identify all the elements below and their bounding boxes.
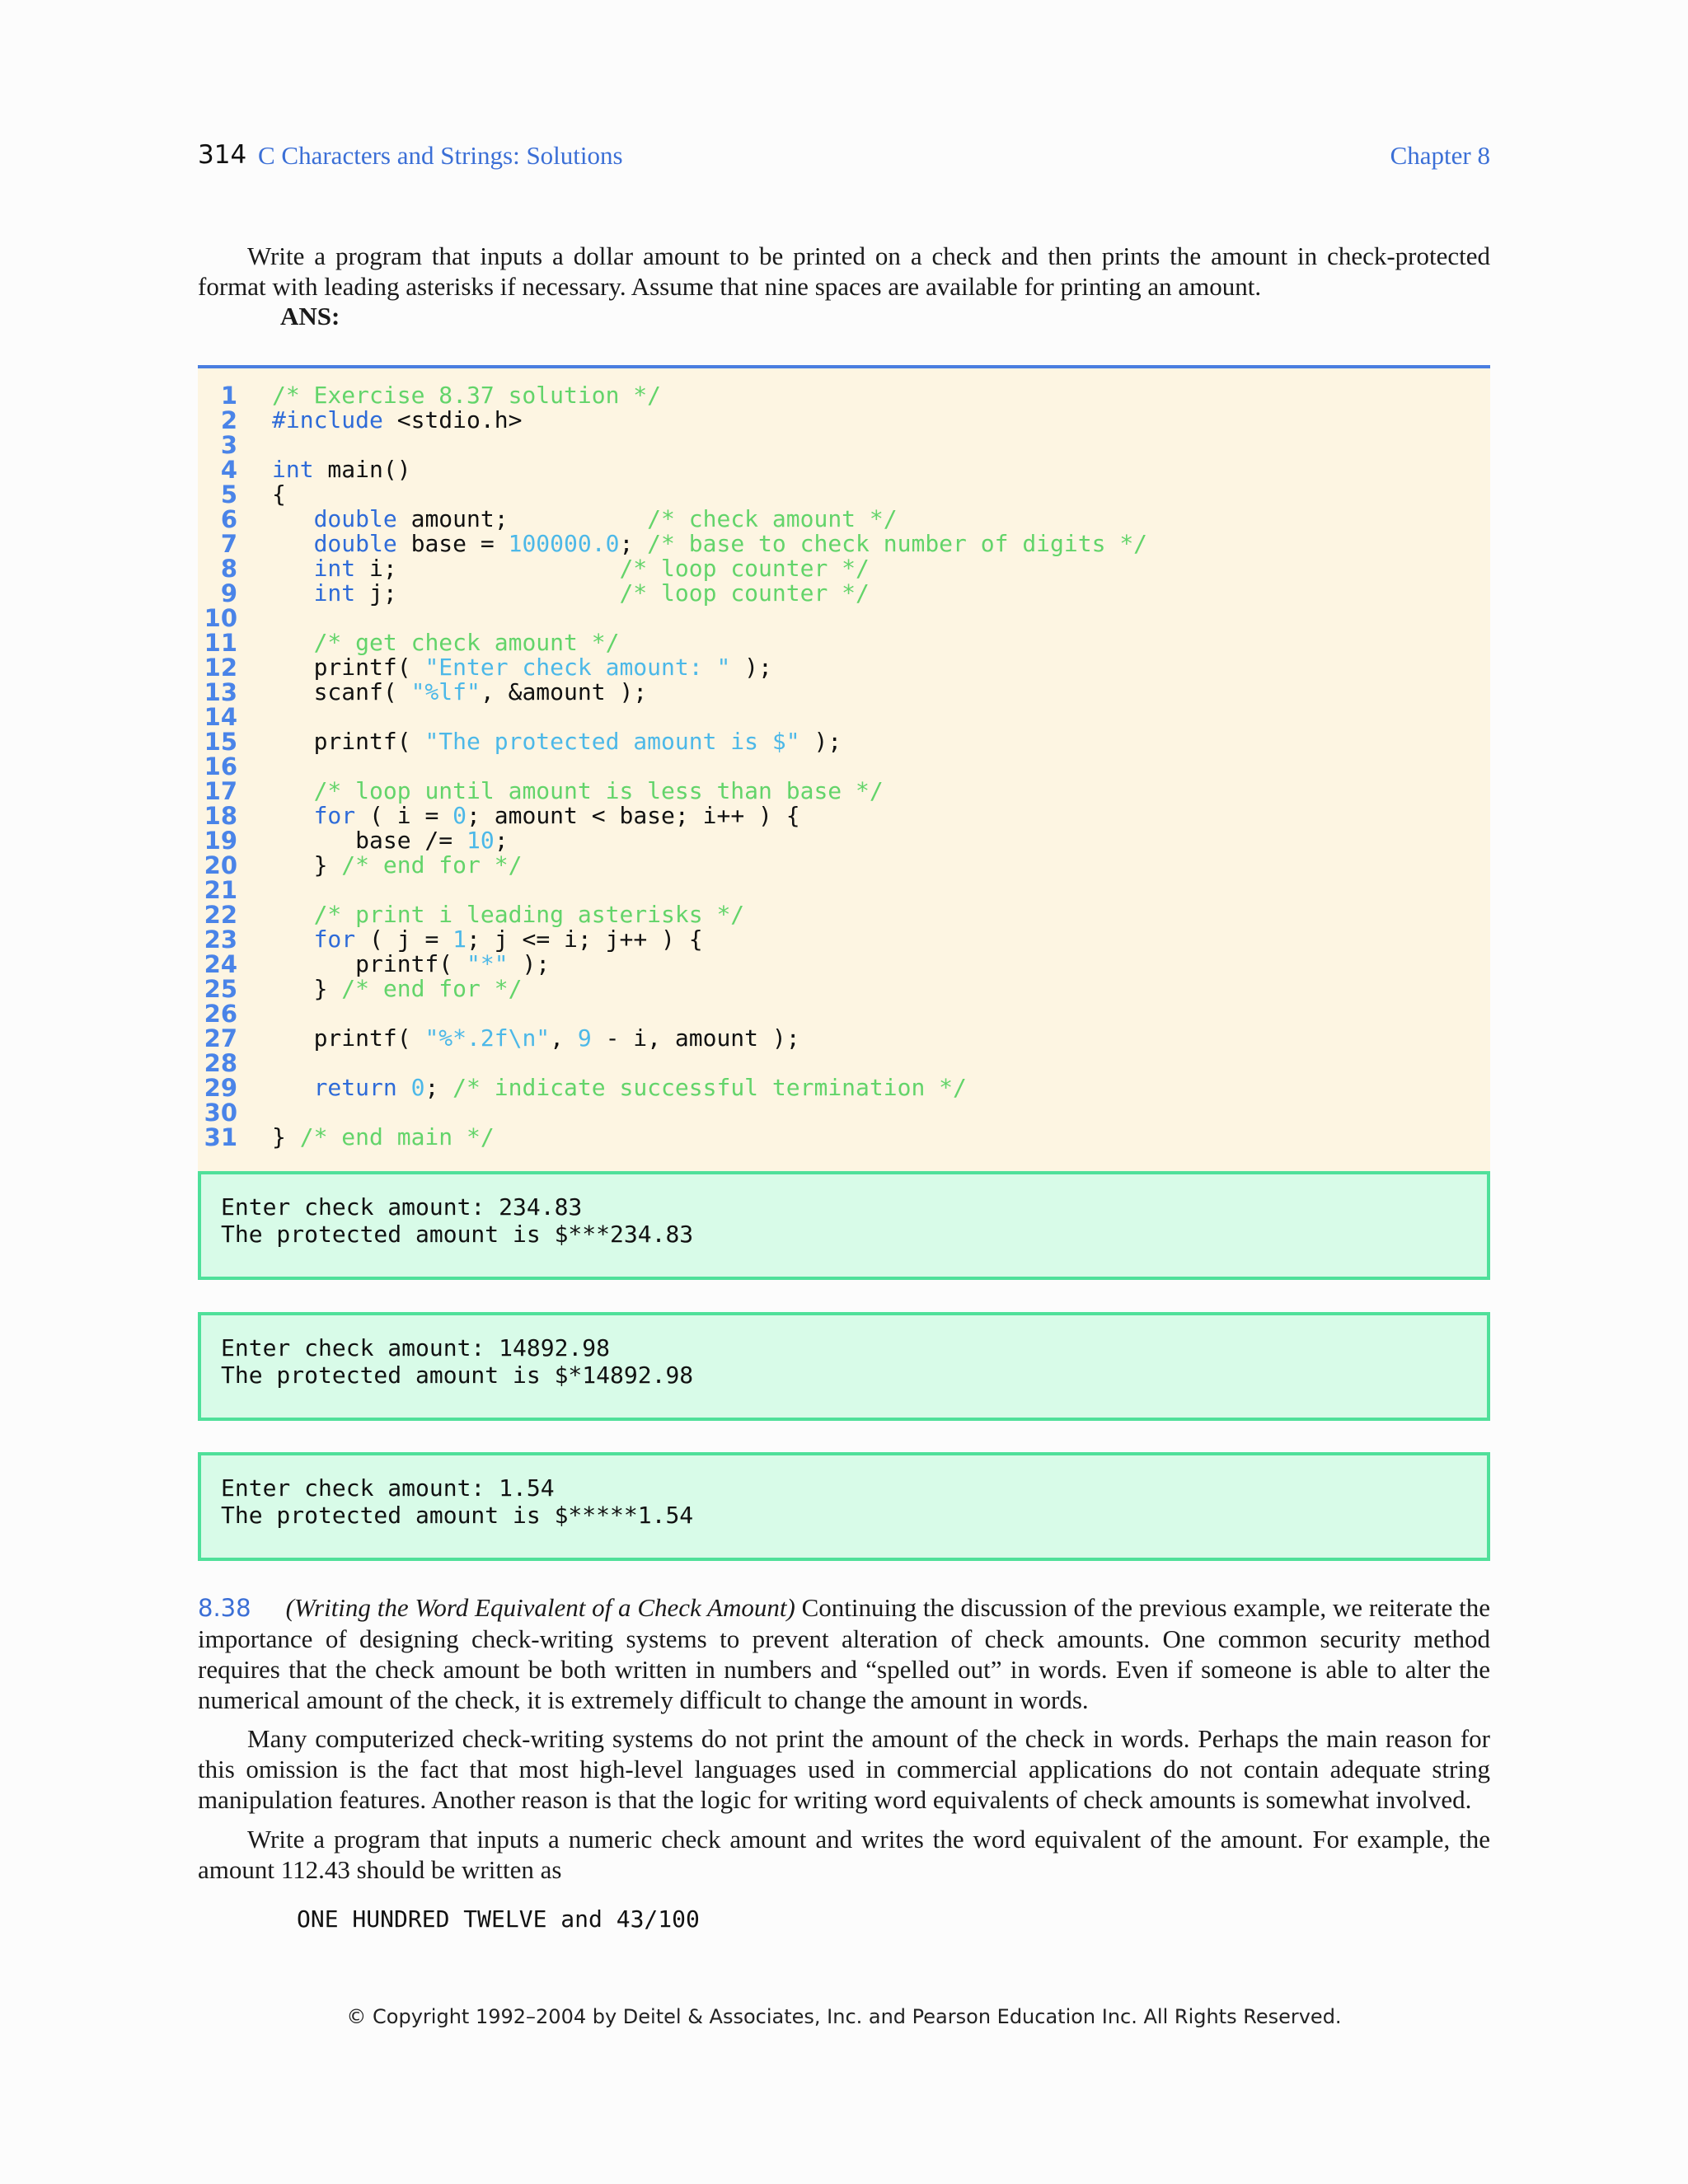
code-token (272, 530, 314, 557)
code-literal: 10 (467, 827, 495, 854)
code-text (272, 482, 286, 507)
line-number: 17 (204, 777, 237, 805)
code-token: } (272, 975, 342, 1002)
program-output-3 (198, 1452, 1490, 1561)
code-keyword: for (313, 802, 356, 829)
code-comment: /* base to check number of digits */ (647, 530, 1148, 557)
code-text (272, 779, 884, 804)
code-token (272, 901, 314, 928)
line-number: 12 (204, 654, 237, 682)
output-line: The protected amount is $***234.83 (221, 1221, 694, 1248)
line-number: 11 (204, 629, 237, 657)
code-comment: /* Exercise 8.37 solution */ (272, 382, 662, 409)
code-token: ( i = (355, 802, 453, 829)
code-token (272, 505, 314, 532)
line-number: 23 (204, 926, 237, 954)
code-token: ; (424, 1074, 453, 1101)
exercise-838-text: Continuing the discussion of the previous example, we reiterate the importance of designing check-writing systems to prevent alteration of check amounts. One common security method requires that the check amount be both written in numbers and “spelled out” in words. Even if someone is able to alter the numerical amount of the check, it is extremely difficult to change the amount in words. (198, 1593, 1490, 1714)
line-number: 14 (204, 703, 237, 731)
code-text (272, 977, 522, 1001)
line-number: 13 (204, 678, 237, 706)
code-comment: /* get check amount */ (313, 629, 620, 656)
program-output-1 (198, 1171, 1490, 1280)
code-token (272, 555, 314, 582)
line-number: 4 (220, 456, 237, 484)
code-text (272, 630, 619, 655)
code-token: printf( (272, 728, 425, 755)
line-number: 19 (204, 827, 237, 855)
line-number: 10 (204, 604, 237, 632)
exercise-title: (Writing the Word Equivalent of a Check Amount) (285, 1593, 795, 1622)
code-text (272, 507, 898, 532)
code-token (272, 926, 314, 953)
line-number: 30 (204, 1099, 237, 1127)
code-comment: /* loop counter */ (619, 555, 870, 582)
code-keyword: #include (272, 406, 383, 434)
code-literal: 1 (452, 926, 467, 953)
line-number: 28 (204, 1049, 237, 1077)
output-line: Enter check amount: 1.54 (221, 1474, 555, 1502)
code-token: printf( (272, 654, 425, 681)
code-comment: /* print i leading asterisks */ (313, 901, 745, 928)
exercise-838-paragraph (198, 1592, 1490, 1715)
copyright-notice: © Copyright 1992–2004 by Deitel & Associates, Inc. and Pearson Education Inc. All Rights Reserved. (346, 2005, 1342, 2028)
code-token: base = (396, 530, 509, 557)
answer-label: ANS: (280, 302, 340, 330)
line-number: 1 (220, 382, 237, 410)
exercise-838-paragraph-3: Write a program that inputs a numeric check amount and writes the word equivalent of the amount. For example, the amount 112.43 should be written as (198, 1825, 1490, 1884)
line-number: 18 (204, 802, 237, 830)
code-token: j; (355, 579, 620, 607)
code-text (272, 952, 550, 977)
code-text (272, 902, 744, 927)
line-number: 26 (204, 1000, 237, 1028)
code-token: , (550, 1024, 578, 1052)
code-token (272, 579, 314, 607)
code-literal: "%*.2f\n" (424, 1024, 551, 1052)
code-literal: "Enter check amount: " (424, 654, 731, 681)
code-token: ; amount < base; i++ ) { (467, 802, 800, 829)
code-token (272, 802, 314, 829)
exercise-number: 8.38 (198, 1594, 251, 1622)
code-keyword: double (313, 505, 397, 532)
line-number: 24 (204, 950, 237, 978)
code-token (272, 777, 314, 804)
code-literal: 0 (410, 1074, 425, 1101)
code-text (272, 804, 800, 828)
line-number: 9 (220, 579, 237, 607)
line-number: 5 (220, 480, 237, 509)
code-text (272, 1076, 967, 1100)
line-number: 31 (204, 1123, 237, 1151)
code-keyword: int (313, 579, 356, 607)
code-token (272, 1074, 314, 1101)
line-number: 21 (204, 876, 237, 904)
code-token: i; (355, 555, 620, 582)
code-text (272, 655, 772, 680)
code-keyword: double (313, 530, 397, 557)
code-token: , &amount ); (480, 678, 648, 705)
line-number: 27 (204, 1024, 237, 1052)
code-token: - i, amount ); (591, 1024, 800, 1052)
code-text (272, 828, 509, 853)
line-number: 25 (204, 975, 237, 1003)
program-output-2 (198, 1312, 1490, 1421)
code-listing (198, 365, 1490, 1171)
code-comment: /* end main */ (299, 1123, 495, 1151)
line-number: 20 (204, 851, 237, 879)
code-comment: /* indicate successful termination */ (452, 1074, 967, 1101)
line-number: 2 (220, 406, 237, 434)
line-number: 29 (204, 1074, 237, 1102)
code-text (272, 556, 870, 581)
code-text (272, 581, 870, 606)
code-literal: 9 (577, 1024, 592, 1052)
page-number: 314 (198, 140, 247, 170)
code-text (272, 680, 647, 705)
code-token: ; j <= i; j++ ) { (467, 926, 703, 953)
word-equivalent-example: ONE HUNDRED TWELVE and 43/100 (297, 1905, 700, 1933)
code-token: printf( (272, 950, 467, 977)
code-token: amount; (396, 505, 648, 532)
code-keyword: int (272, 456, 314, 483)
line-number: 22 (204, 901, 237, 929)
code-text (272, 408, 522, 433)
code-token: printf( (272, 1024, 425, 1052)
code-text (272, 1125, 495, 1150)
code-literal: 100000.0 (508, 530, 620, 557)
line-number: 3 (220, 431, 237, 459)
code-text (272, 532, 1147, 556)
code-literal: "*" (467, 950, 509, 977)
code-keyword: int (313, 555, 356, 582)
line-number: 7 (220, 530, 237, 558)
code-text (272, 457, 411, 482)
code-token: ); (799, 728, 842, 755)
code-comment: /* loop until amount is less than base */ (313, 777, 884, 804)
code-comment: /* check amount */ (647, 505, 898, 532)
line-number: 15 (204, 728, 237, 756)
code-keyword: return (313, 1074, 397, 1101)
code-token: { (272, 480, 286, 508)
running-title: C Characters and Strings: Solutions (258, 141, 623, 170)
code-text (272, 853, 522, 878)
code-token (272, 629, 314, 656)
output-line: Enter check amount: 14892.98 (221, 1334, 611, 1361)
code-token: ; (494, 827, 509, 854)
output-line: Enter check amount: 234.83 (221, 1193, 583, 1221)
output-line: The protected amount is $*14892.98 (221, 1361, 694, 1389)
code-keyword: for (313, 926, 356, 953)
code-text (272, 383, 661, 408)
code-token: <stdio.h> (382, 406, 523, 434)
code-token: ( j = (355, 926, 453, 953)
output-line: The protected amount is $*****1.54 (221, 1502, 694, 1529)
code-token: ); (508, 950, 551, 977)
code-comment: /* end for */ (341, 851, 523, 879)
chapter-label: Chapter 8 (1390, 141, 1490, 170)
code-literal: "%lf" (410, 678, 481, 705)
exercise-838-paragraph-2: Many computerized check-writing systems do not print the amount of the check in words. Perhaps the main reason for this omission is the fact that most high-level languages used in commercial applications do not contain adequate string manipulation features. Another reason is that the logic for writing word equivalents of check amounts is somewhat involved. (198, 1724, 1490, 1814)
code-comment: /* loop counter */ (619, 579, 870, 607)
code-token: main() (313, 456, 411, 483)
code-comment: /* end for */ (341, 975, 523, 1002)
code-text (272, 1026, 800, 1051)
line-number: 8 (220, 555, 237, 583)
code-token: ); (730, 654, 772, 681)
code-text (272, 729, 842, 754)
code-token: } (272, 1123, 300, 1151)
code-token (397, 1074, 411, 1101)
line-number: 6 (220, 505, 237, 533)
code-literal: "The protected amount is $" (424, 728, 800, 755)
code-token: } (272, 851, 342, 879)
line-number: 16 (204, 752, 237, 780)
exercise-intro-text: Write a program that inputs a dollar amount to be printed on a check and then prints the amount in check-protected format with leading asterisks if necessary. Assume that nine spaces are available for printing an amount. (198, 241, 1490, 301)
code-token: scanf( (272, 678, 411, 705)
code-token: base /= (272, 827, 467, 854)
code-text (272, 927, 703, 952)
code-token: ; (619, 530, 648, 557)
code-literal: 0 (452, 802, 467, 829)
